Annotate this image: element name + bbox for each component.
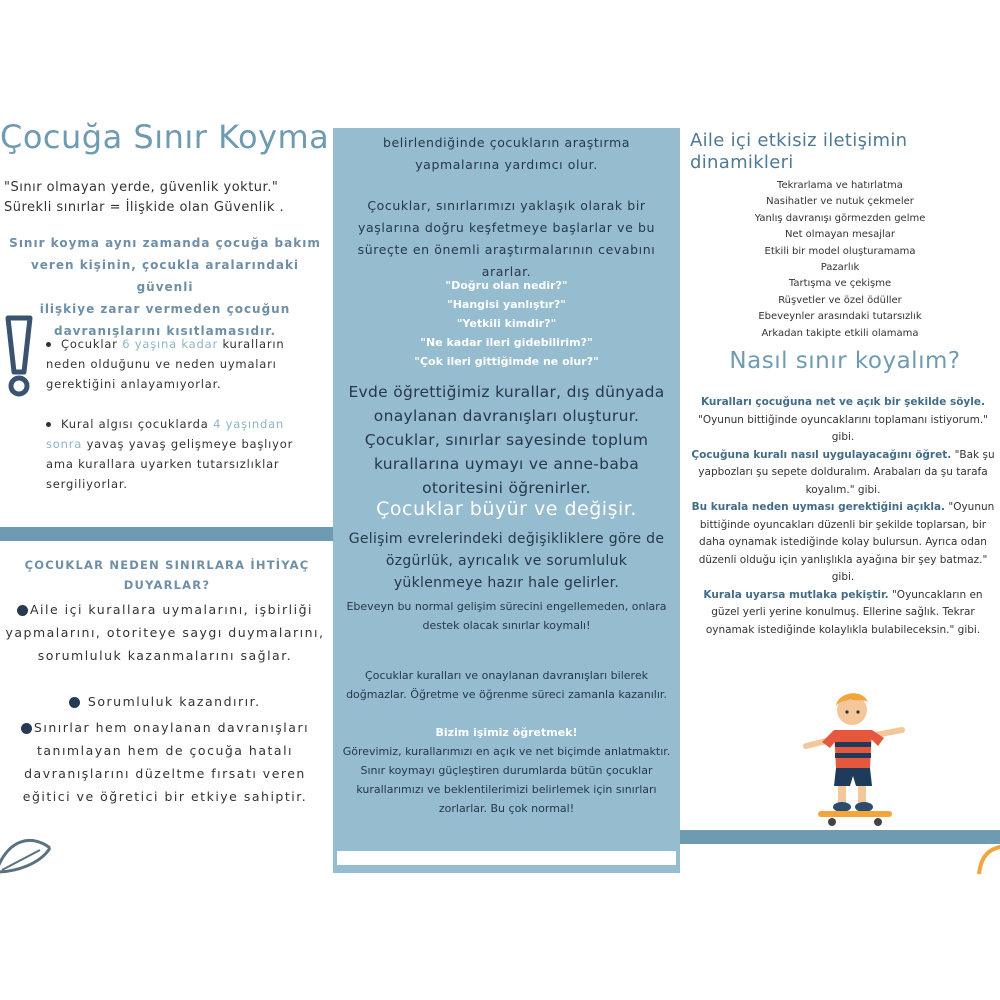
tip-title: Kuralları çocuğuna net ve açık bir şekilde söyle. <box>700 396 985 408</box>
tip-text: "Oyuncakların en güzel yerli yerine konulmuş. Ellerine sağlık. Tekrar oynamak istediğinde kolaylıkla bulabileceksin." gibi. <box>705 588 983 636</box>
bullet-dot <box>46 342 51 347</box>
tip-text: "Oyunun bittiğinde oyuncaklarını toplamanı istiyorum." gibi. <box>698 413 988 443</box>
section-heading: ÇOCUKLAR NEDEN SINIRLARA İHTİYAÇ DUYARLAR? <box>24 558 310 592</box>
list-item: Yanlış davranışı görmezden gelme <box>754 212 926 224</box>
definition-line: Sınır koyma aynı zamanda çocuğa bakım <box>9 236 321 250</box>
bullet-text: Kural algısı çocuklarda <box>61 417 209 431</box>
list-item: Arkadan takipte etkili olamama <box>761 327 919 339</box>
list-item <box>0 598 330 667</box>
list-item-text: Sınırlar hem onaylanan davranışları tanımlayan hem de çocuğa hatalı davranışlarını düzeltme fırsatı veren eğitici ve öğretici bir etkiye sahiptir. <box>22 720 310 804</box>
section-heading: Aile içi etkisiz iletişimin dinamikleri <box>690 130 908 173</box>
highlight-text: Bizim işimiz öğretmek! <box>435 726 578 739</box>
definition-line: ilişkiye zarar vermeden çocuğun <box>39 302 291 316</box>
tip-title: Kurala uyarsa mutlaka pekiştir. <box>703 588 889 601</box>
paragraph: Evde öğrettiğimiz kurallar, dış dünyada onaylanan davranışları oluşturur. Çocuklar, sınırlar sayesinde toplum kurallarına uymayı ve anne-baba otoritesini öğrenirler. <box>348 383 665 497</box>
bullet-dot <box>21 723 32 734</box>
exclamation-icon <box>0 314 40 398</box>
question-list <box>340 276 673 371</box>
section-divider <box>0 527 334 541</box>
intro-quote <box>4 178 284 218</box>
question-item: "Yetkili kimdir?" <box>456 317 557 330</box>
list-item: Tartışma ve çekişme <box>788 278 892 290</box>
quote-line: Sürekli sınırlar = İlişkide olan Güvenlik . <box>4 200 285 215</box>
list-item: Tekrarlama ve hatırlatma <box>777 180 903 191</box>
page-title: Çocuğa Sınır Koyma <box>0 118 330 156</box>
paragraph: Çocuklar, sınırlarımızı yaklaşık olarak bir yaşlarına doğru keşfetmeye başlarlar ve bu süreçte en önemli araştırmalarının cevabını ararlar. <box>357 198 656 279</box>
question-item: "Ne kadar ileri gidebilirim?" <box>420 336 593 349</box>
bullet-text: yavaş yavaş gelişmeye başlıyor ama kurallara uyarken tutarsızlıklar sergiliyorlar. <box>46 437 294 491</box>
definition-text <box>0 232 330 342</box>
bullet-dot <box>46 422 51 427</box>
list-item-text: Aile içi kurallara uymalarını, işbirliği yapmalarını, otoriteye saygı duymalarını, sorumluluk kazanmalarını sağlar. <box>5 602 325 663</box>
child-skateboard-illustration <box>800 690 910 830</box>
tip-title: Çocuğuna kuralı nasıl uygulayacağını öğret. <box>691 448 952 461</box>
decorative-arc-icon <box>975 836 1000 876</box>
paragraph: Görevimiz, kurallarımızı en açık ve net biçimde anlatmaktır. Sınır koymayı güçleştiren durumlarda bütün çocuklar kurallarımızı ve beklentilerimizi belirlemek için sınırları zorlarlar. Bu çok normal! <box>342 745 671 815</box>
paragraph: Çocuklar kuralları ve onaylanan davranışları bilerek doğmazlar. Öğretme ve öğrenme süreci zamanla kazanılır. <box>346 669 667 701</box>
question-item: "Doğru olan nedir?" <box>445 279 568 292</box>
dynamics-list <box>690 178 990 342</box>
list-item: Etkili bir model oluşturamama <box>764 245 916 257</box>
paragraph: Ebeveyn bu normal gelişim sürecini engellemeden, onlara destek olacak sınırlar koymalı! <box>346 600 667 632</box>
list-item: Rüşvetler ve özel ödüller <box>778 294 902 306</box>
paragraph: belirlendiğinde çocukların araştırma yapmalarına yardımcı olur. <box>382 135 631 172</box>
paragraph: Gelişim evrelerindeki değişikliklere göre de özgürlük, ayrıcalık ve sorumluluk yüklenmeye hazır hale gelirler. <box>348 531 665 591</box>
list-item: Ebeveynler arasındaki tutarsızlık <box>758 311 922 323</box>
tip-text: "Bak şu yapbozları şu sepete dolduralım. Arabaları da şu tarafa koyalım." gibi. <box>698 448 995 496</box>
list-item <box>0 716 330 808</box>
bullet-text: Çocuklar <box>61 337 118 351</box>
bullet-accent: 6 yaşına kadar <box>122 337 218 351</box>
bullet-dot <box>17 605 28 616</box>
bullet-dot <box>69 697 80 708</box>
section-heading: Nasıl sınır koyalım? <box>729 348 961 374</box>
tips-list <box>690 394 996 639</box>
section-divider <box>680 830 1000 844</box>
list-item: Net olmayan mesajlar <box>784 229 896 241</box>
question-item: "Hangisi yanlıştır?" <box>446 298 567 311</box>
tip-item <box>690 394 996 447</box>
list-item <box>46 414 316 494</box>
quote-line: "Sınır olmayan yerde, güvenlik yoktur." <box>4 180 279 195</box>
tip-item <box>690 447 996 500</box>
tip-title: Bu kurala neden uyması gerektiğini açıkla. <box>691 501 946 513</box>
list-item: Pazarlık <box>820 262 860 274</box>
question-item: "Çok ileri gittiğimde ne olur?" <box>414 355 599 368</box>
definition-line: veren kişinin, çocukla aralarındaki güvenli <box>30 258 300 294</box>
tip-item <box>690 499 996 587</box>
tip-text: "Oyunun bittiğinde oyuncakları düzenli bir şekilde toplarsan, bir daha oynamak istediğinde kolay bulursun. Ayrıca odan düzenli olduğu için yanlışlıkla ayağına bir şey batmaz." gibi. <box>698 501 995 583</box>
list-item-text: Sorumluluk kazandırır. <box>87 694 261 709</box>
tip-item <box>690 587 996 640</box>
leaf-icon <box>0 832 52 876</box>
bullet-accent: 4 yaşından sonra <box>46 417 285 451</box>
list-item: Nasihatler ve nutuk çekmeler <box>766 196 914 208</box>
list-item <box>0 690 330 713</box>
list-item <box>46 334 316 394</box>
footer-strip <box>337 851 676 865</box>
bullet-text: kuralların neden olduğunu ve neden uymaları gerektiğini anlayamıyorlar. <box>46 337 285 391</box>
definition-line: davranışlarını kısıtlamasıdır. <box>53 324 277 338</box>
section-heading: Çocuklar büyür ve değişir. <box>376 498 637 520</box>
